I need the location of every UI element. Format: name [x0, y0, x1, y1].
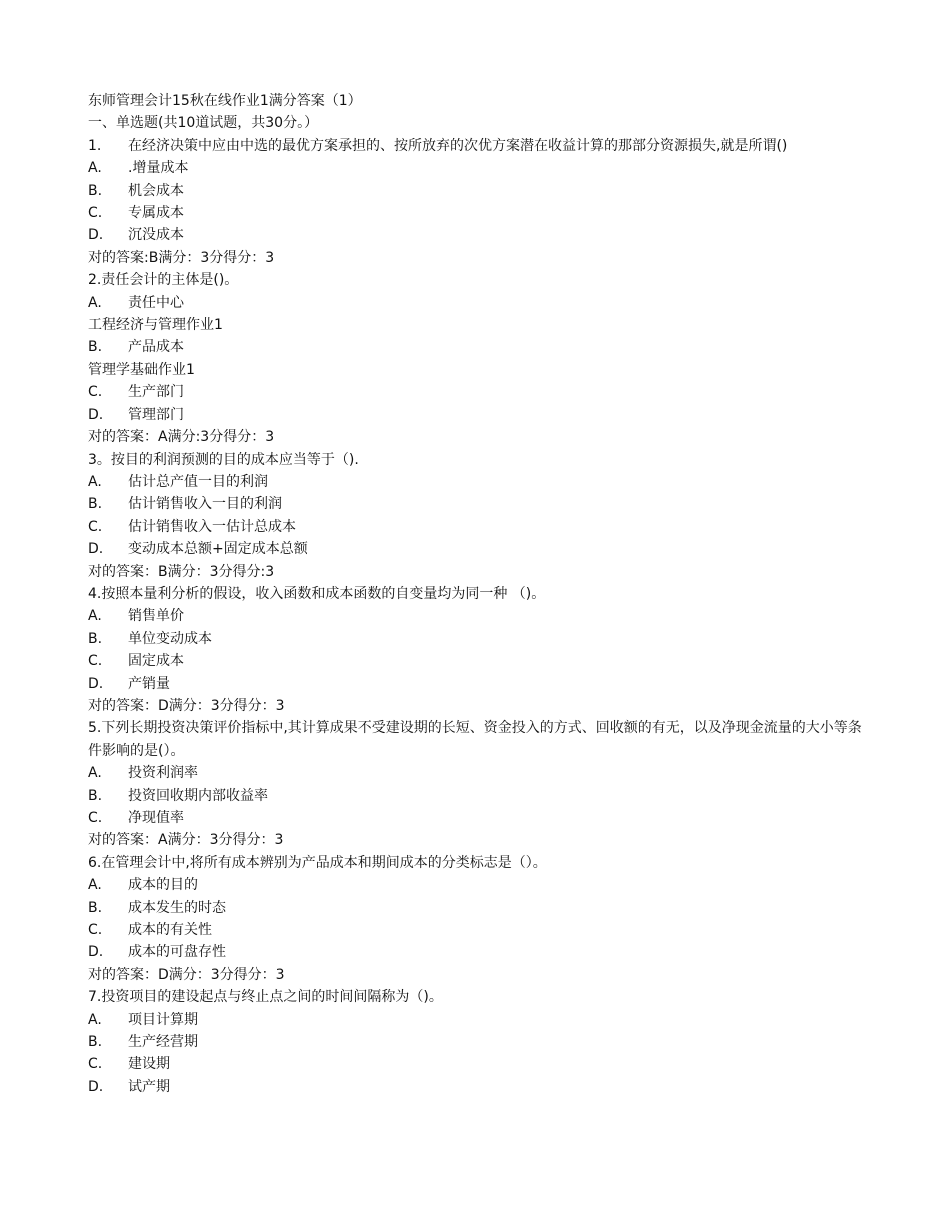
option-d: [88, 224, 863, 246]
question-7-text: 7.投资项目的建设起点与终止点之间的时间间隔称为（)。: [88, 989, 443, 1006]
option-text: 产品成本: [128, 339, 184, 356]
option-letter: B.: [88, 630, 103, 647]
option-text: 投资利润率: [128, 765, 198, 782]
option-text: 变动成本总额+固定成本总额: [128, 541, 308, 558]
option-letter: B.: [88, 787, 103, 804]
option-letter: D.: [88, 406, 104, 423]
option-c: [88, 516, 863, 538]
option-a: [88, 292, 863, 314]
option-text: 销售单价: [128, 608, 184, 625]
option-text: 固定成本: [128, 653, 184, 670]
option-letter: C.: [88, 1056, 103, 1073]
option-text: 估计总产值一目的利润: [128, 473, 268, 490]
option-letter: D.: [88, 944, 104, 961]
option-c: [88, 807, 863, 829]
option-b: [88, 336, 863, 358]
option-text: 净现值率: [128, 810, 184, 826]
question-1: [88, 135, 863, 157]
option-letter: A.: [88, 877, 102, 894]
option-b: [88, 897, 863, 919]
option-text: 试产期: [128, 1078, 170, 1095]
section-heading: 一、单选题(共10道试题，共30分。）: [88, 115, 319, 132]
option-c: [88, 202, 863, 224]
option-letter: A.: [88, 765, 102, 782]
answer-line: 对的答案：A满分:3分得分：3: [88, 429, 275, 446]
option-a: [88, 471, 863, 493]
question-number: 1.: [88, 137, 102, 154]
interlude-text: 工程经济与管理作业1: [88, 317, 223, 334]
option-letter: C.: [88, 922, 103, 939]
option-a: [88, 1009, 863, 1031]
option-text: .增量成本: [128, 160, 189, 177]
option-text: 管理部门: [128, 406, 184, 423]
answer-line: 对的答案：D满分：3分得分：3: [88, 697, 285, 714]
option-text: 专属成本: [128, 205, 184, 222]
option-text: 沉没成本: [128, 227, 184, 244]
option-letter: A.: [88, 473, 102, 490]
option-c: [88, 650, 863, 672]
option-a: [88, 762, 863, 784]
option-text: 单位变动成本: [128, 630, 212, 647]
question-6-text: 6.在管理会计中,将所有成本辨别为产品成本和期间成本的分类标志是（）。: [88, 854, 547, 871]
option-letter: D.: [88, 541, 104, 558]
option-letter: B.: [88, 899, 103, 916]
answer-line: 对的答案：A满分：3分得分：3: [88, 832, 284, 849]
option-b: [88, 628, 863, 650]
option-letter: C.: [88, 205, 103, 222]
option-letter: D.: [88, 1078, 104, 1095]
option-letter: C.: [88, 518, 103, 535]
option-b: [88, 1031, 863, 1053]
option-letter: A.: [88, 1011, 102, 1028]
option-b: [88, 785, 863, 807]
option-c: [88, 1053, 863, 1075]
option-letter: B.: [88, 496, 103, 513]
option-d: [88, 538, 863, 560]
option-letter: A.: [88, 160, 102, 177]
option-text: 责任中心: [128, 294, 184, 311]
option-a: [88, 605, 863, 627]
answer-line: 对的答案：D满分：3分得分：3: [88, 966, 285, 983]
option-a: [88, 157, 863, 179]
option-letter: C.: [88, 653, 103, 670]
option-letter: B.: [88, 182, 103, 199]
document-page: [88, 90, 863, 1098]
interlude-text: 管理学基础作业1: [88, 361, 195, 378]
option-a: [88, 874, 863, 896]
question-5-text: 5.下列长期投资决策评价指标中,其计算成果不受建设期的长短、资金投入的方式、回收额的有无，以及净现金流量的大小等条件影响的是(）。: [88, 720, 862, 759]
option-text: 成本的有关性: [128, 922, 212, 939]
option-text: 项目计算期: [128, 1011, 198, 1028]
option-text: 建设期: [128, 1056, 170, 1073]
question-2-text: 2.责任会计的主体是()。: [88, 272, 239, 289]
option-text: 估计销售收入一目的利润: [128, 496, 282, 513]
option-text: 估计销售收入一估计总成本: [128, 518, 296, 535]
option-text: 成本发生的时态: [128, 899, 226, 916]
document-title: 东师管理会计15秋在线作业1满分答案（1）: [88, 93, 362, 109]
option-d: [88, 1076, 863, 1098]
option-b: [88, 180, 863, 202]
option-text: 机会成本: [128, 182, 184, 199]
answer-line: 对的答案：B满分：3分得分:3: [88, 563, 275, 580]
option-d: [88, 404, 863, 426]
option-text: 成本的可盘存性: [128, 944, 226, 961]
option-letter: D.: [88, 227, 104, 244]
option-c: [88, 381, 863, 403]
question-3-text: 3。按目的利润预测的目的成本应当等于（).: [88, 451, 359, 468]
option-letter: D.: [88, 675, 104, 692]
option-letter: A.: [88, 608, 102, 625]
option-letter: A.: [88, 294, 102, 311]
option-text: 生产经营期: [128, 1034, 198, 1051]
option-c: [88, 919, 863, 941]
option-letter: B.: [88, 339, 103, 356]
option-b: [88, 493, 863, 515]
question-4-text: 4.按照本量利分析的假设，收入函数和成本函数的自变量均为同一种 （)。: [88, 585, 546, 602]
option-letter: C.: [88, 810, 103, 826]
question-text: 在经济决策中应由中选的最优方案承担的、按所放弃的次优方案潜在收益计算的那部分资源损失,就是所谓(): [128, 137, 788, 154]
option-letter: C.: [88, 384, 103, 401]
option-text: 成本的目的: [128, 877, 198, 894]
answer-line: 对的答案:B满分：3分得分：3: [88, 249, 275, 266]
option-text: 生产部门: [128, 384, 184, 401]
option-letter: B.: [88, 1034, 103, 1051]
option-d: [88, 941, 863, 963]
option-d: [88, 673, 863, 695]
option-text: 投资回收期内部收益率: [128, 787, 268, 804]
option-text: 产销量: [128, 675, 170, 692]
